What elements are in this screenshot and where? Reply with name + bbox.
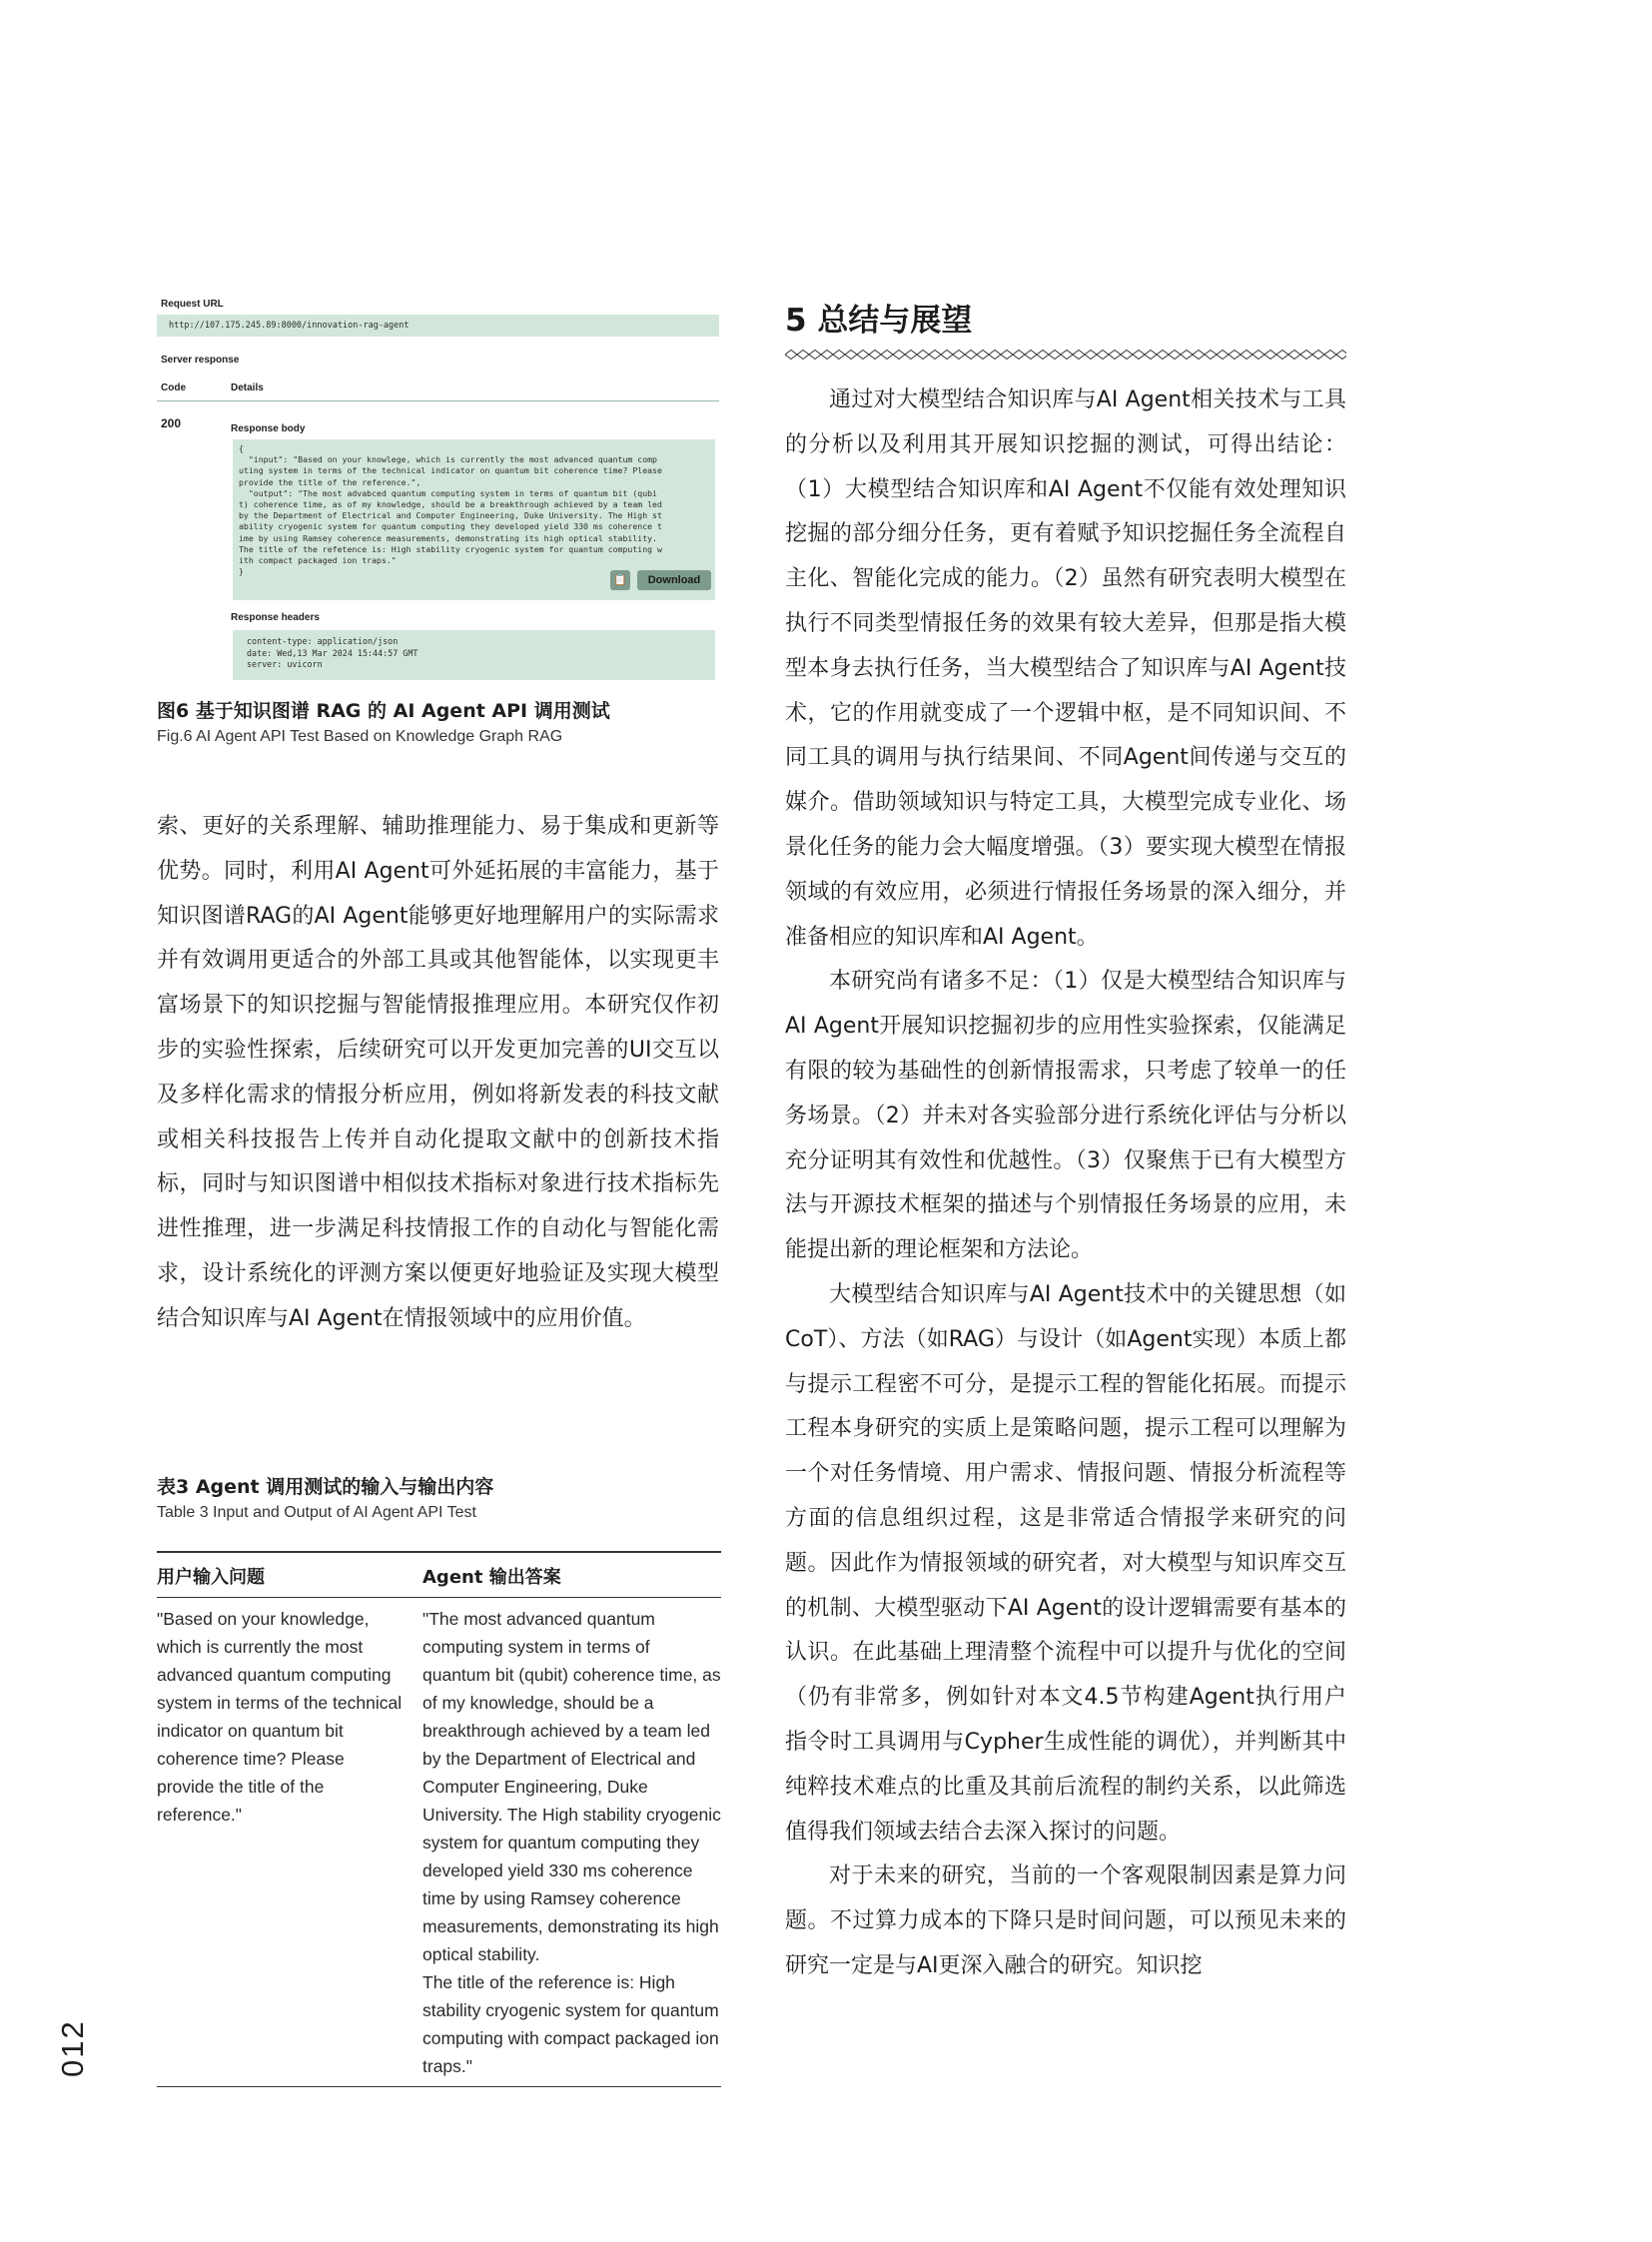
diamond-mark (1121, 351, 1133, 360)
details-header: Details (231, 382, 264, 393)
diamond-mark (965, 351, 977, 360)
diamond-mark (1013, 351, 1025, 360)
diamond-mark (1276, 351, 1288, 360)
table-cell-output (422, 1598, 721, 2087)
diamond-mark (1300, 351, 1312, 360)
right-column-text (785, 378, 1346, 1989)
request-url-box (157, 315, 719, 337)
diamond-mark (1001, 351, 1013, 360)
response-body: { "input": "Based on your knowlege, which is currently the most advanced quantum comp uting system in terms of the technical indicator on quantum bit coherence time? Please provide the title of the reference.", "output": "The most advabced quantum computing system in terms of quantum bit (qubi t) coherence time, as of my knowledge, should be a breakthrough achieved by a team led by the Department of Electrical and Computer Engineering, Duke University. The High st ability cryogenic system for quantum computing they developed yield 330 ms coherence t ime by using Ramsey coherence measurements, demonstrating its high optical stability. The title of the refetence is: High stability cryogenic system for quantum computing w ith compact packaged ion traps." } (239, 443, 662, 577)
diamond-mark (1324, 351, 1336, 360)
diamond-mark (1097, 351, 1109, 360)
response-headers-box (233, 630, 715, 680)
diamond-mark (797, 351, 809, 360)
diamond-mark (1085, 351, 1097, 360)
page-number: 012 (55, 2019, 90, 2077)
output-text-part-1: "The most advanced quantum computing system in terms of quantum bit (qubit) coherence time, as of my knowledge, should be a breakthrough achieved by a team led by the Department of Electrical and Computer Engineering, Duke University. The High stability cryogenic system for quantum computing they developed yield 330 ms coherence time by using Ramsey coherence measurements, demonstrating its high optical stability. (422, 1609, 721, 1964)
request-url-label: Request URL (161, 299, 224, 310)
request-url: http://107.175.245.89:8000/innovation-rag-agent (169, 321, 410, 331)
diamond-mark (905, 351, 917, 360)
diamond-mark (1145, 351, 1157, 360)
diamond-mark (1037, 351, 1049, 360)
left-paragraph: 索、更好的关系理解、辅助推理能力、易于集成和更新等优势。同时，利用AI Agent可外延拓展的丰富能力，基于知识图谱RAG的AI Agent能够更好地理解用户的实际需求并有效调用更适合的外部工具或其他智能体，以实现更丰富场景下的知识挖掘与智能情报推理应用。本研究仅作初步的实验性探索，后续研究可以开发更加完善的UI交互以及多样化需求的情报分析应用，例如将新发表的科技文献或相关科技报告上传并自动化提取文献中的创新技术指标，同时与知识图谱中相似技术指标对象进行技术指标先进性推理，进一步满足科技情报工作的自动化与智能化需求，设计系统化的评测方案以便更好地验证及实现大模型结合知识库与AI Agent在情报领域中的应用价值。 (157, 814, 719, 1331)
table-header-input: 用户输入问题 (157, 1552, 422, 1598)
diamond-mark (1025, 351, 1037, 360)
section-paragraph-2: 本研究尚有诸多不足：（1）仅是大模型结合知识库与AI Agent开展知识挖掘初步的应用性实验探索，仅能满足有限的较为基础性的创新情报需求，只考虑了较单一的任务场景。（2）并未对各实验部分进行系统化评估与分析以充分证明其有效性和优越性。（3）仅聚焦于已有大模型方法与开源技术框架的描述与个别情报任务场景的应用，未能提出新的理论框架和方法论。 (785, 969, 1346, 1263)
table-row (157, 1598, 721, 2087)
diamond-mark (821, 351, 833, 360)
diamond-mark (785, 351, 797, 360)
table-header-output: Agent 输出答案 (422, 1552, 721, 1598)
diamond-mark (1169, 351, 1181, 360)
code-header: Code (161, 382, 186, 393)
section-diamond-rule (785, 348, 1346, 362)
diamond-mark (989, 351, 1001, 360)
table-cell-input: "Based on your knowledge, which is currently the most advanced quantum computing system in terms of the technical indicator on quantum bit coherence time? Please provide the title of the reference." (157, 1598, 422, 2087)
section-paragraph-4: 对于未来的研究，当前的一个客观限制因素是算力问题。不过算力成本的下降只是时间问题，可以预见未来的研究一定是与AI更深入融合的研究。知识挖 (785, 1864, 1346, 1978)
diamond-mark (893, 351, 905, 360)
left-column-text (157, 805, 719, 1342)
diamond-mark (857, 351, 869, 360)
diamond-mark (833, 351, 845, 360)
diamond-mark (929, 351, 941, 360)
api-test-screenshot (157, 295, 719, 682)
response-body-label: Response body (231, 423, 306, 434)
diamond-mark (941, 351, 953, 360)
diamond-mark (1240, 351, 1252, 360)
section-title: 5 总结与展望 (785, 303, 973, 339)
section-paragraph-1: 通过对大模型结合知识库与AI Agent相关技术与工具的分析以及利用其开展知识挖掘的测试，可得出结论：（1）大模型结合知识库和AI Agent不仅能有效处理知识挖掘的部分细分任务，更有着赋予知识挖掘任务全流程自主化、智能化完成的能力。（2）虽然有研究表明大模型在执行不同类型情报任务的效果有较大差异，但那是指大模型本身去执行任务，当大模型结合了知识库与AI Agent技术，它的作用就变成了一个逻辑中枢，是不同知识间、不同工具的调用与执行结果间、不同Agent间传递与交互的媒介。借助领域知识与特定工具，大模型完成专业化、场景化任务的能力会大幅度增强。（3）要实现大模型在情报领域的有效应用，必须进行情报任务场景的深入细分，并准备相应的知识库和AI Agent。 (785, 387, 1346, 950)
header-divider (157, 400, 719, 401)
diamond-mark (1049, 351, 1061, 360)
diamond-mark (1133, 351, 1145, 360)
output-text-part-2: The title of the reference is: High stability cryogenic system for quantum computing with compact packaged ion traps." (422, 1972, 719, 2076)
diamond-mark (881, 351, 893, 360)
diamond-mark (1229, 351, 1240, 360)
diamond-mark (1288, 351, 1300, 360)
diamond-mark (1264, 351, 1276, 360)
diamond-mark (917, 351, 929, 360)
response-headers: content-type: application/json date: Wed,13 Mar 2024 15:44:57 GMT server: uvicorn (247, 636, 418, 669)
diamond-mark (1181, 351, 1193, 360)
response-headers-label: Response headers (231, 612, 320, 623)
diamond-mark (1073, 351, 1085, 360)
table-caption-zh: 表3 Agent 调用测试的输入与输出内容 (157, 1476, 494, 1498)
diamond-mark (1205, 351, 1217, 360)
diamond-mark (953, 351, 965, 360)
diamond-mark (1252, 351, 1264, 360)
figure-caption-zh: 图6 基于知识图谱 RAG 的 AI Agent API 调用测试 (157, 700, 610, 722)
diamond-mark (845, 351, 857, 360)
clipboard-icon: 📋 (613, 573, 627, 586)
diamond-mark (869, 351, 881, 360)
diamond-mark (1193, 351, 1205, 360)
section-paragraph-3: 大模型结合知识库与AI Agent技术中的关键思想（如CoT）、方法（如RAG）与设计（如Agent实现）本质上都与提示工程密不可分，是提示工程的智能化拓展。而提示工程本身研究的实质上是策略问题，提示工程可以理解为一个对任务情境、用户需求、情报问题、情报分析流程等方面的信息组织过程，这是非常适合情报学来研究的问题。因此作为情报领域的研究者，对大模型与知识库交互的机制、大模型驱动下AI Agent的设计逻辑需要有基本的认识。在此基础上理清整个流程中可以提升与优化的空间（仍有非常多，例如针对本文4.5节构建Agent执行用户指令时工具调用与Cypher生成性能的调优），并判断其中纯粹技术难点的比重及其前后流程的制约关系，以此筛选值得我们领域去结合去深入探讨的问题。 (785, 1281, 1346, 1845)
diamond-mark (1217, 351, 1229, 360)
diamond-mark (977, 351, 989, 360)
diamond-mark (809, 351, 821, 360)
figure-caption-en: Fig.6 AI Agent API Test Based on Knowledge Graph RAG (157, 728, 563, 745)
diamond-mark (1336, 351, 1346, 360)
diamond-mark (1157, 351, 1169, 360)
table-caption-en: Table 3 Input and Output of AI Agent API Test (157, 1504, 476, 1521)
diamond-mark (1312, 351, 1324, 360)
diamond-mark (1109, 351, 1121, 360)
copy-button[interactable] (610, 570, 630, 590)
io-table (157, 1551, 721, 2087)
diamond-mark (1061, 351, 1073, 360)
server-response-label: Server response (161, 355, 240, 366)
response-code: 200 (161, 416, 182, 430)
download-button[interactable]: Download (637, 570, 711, 590)
